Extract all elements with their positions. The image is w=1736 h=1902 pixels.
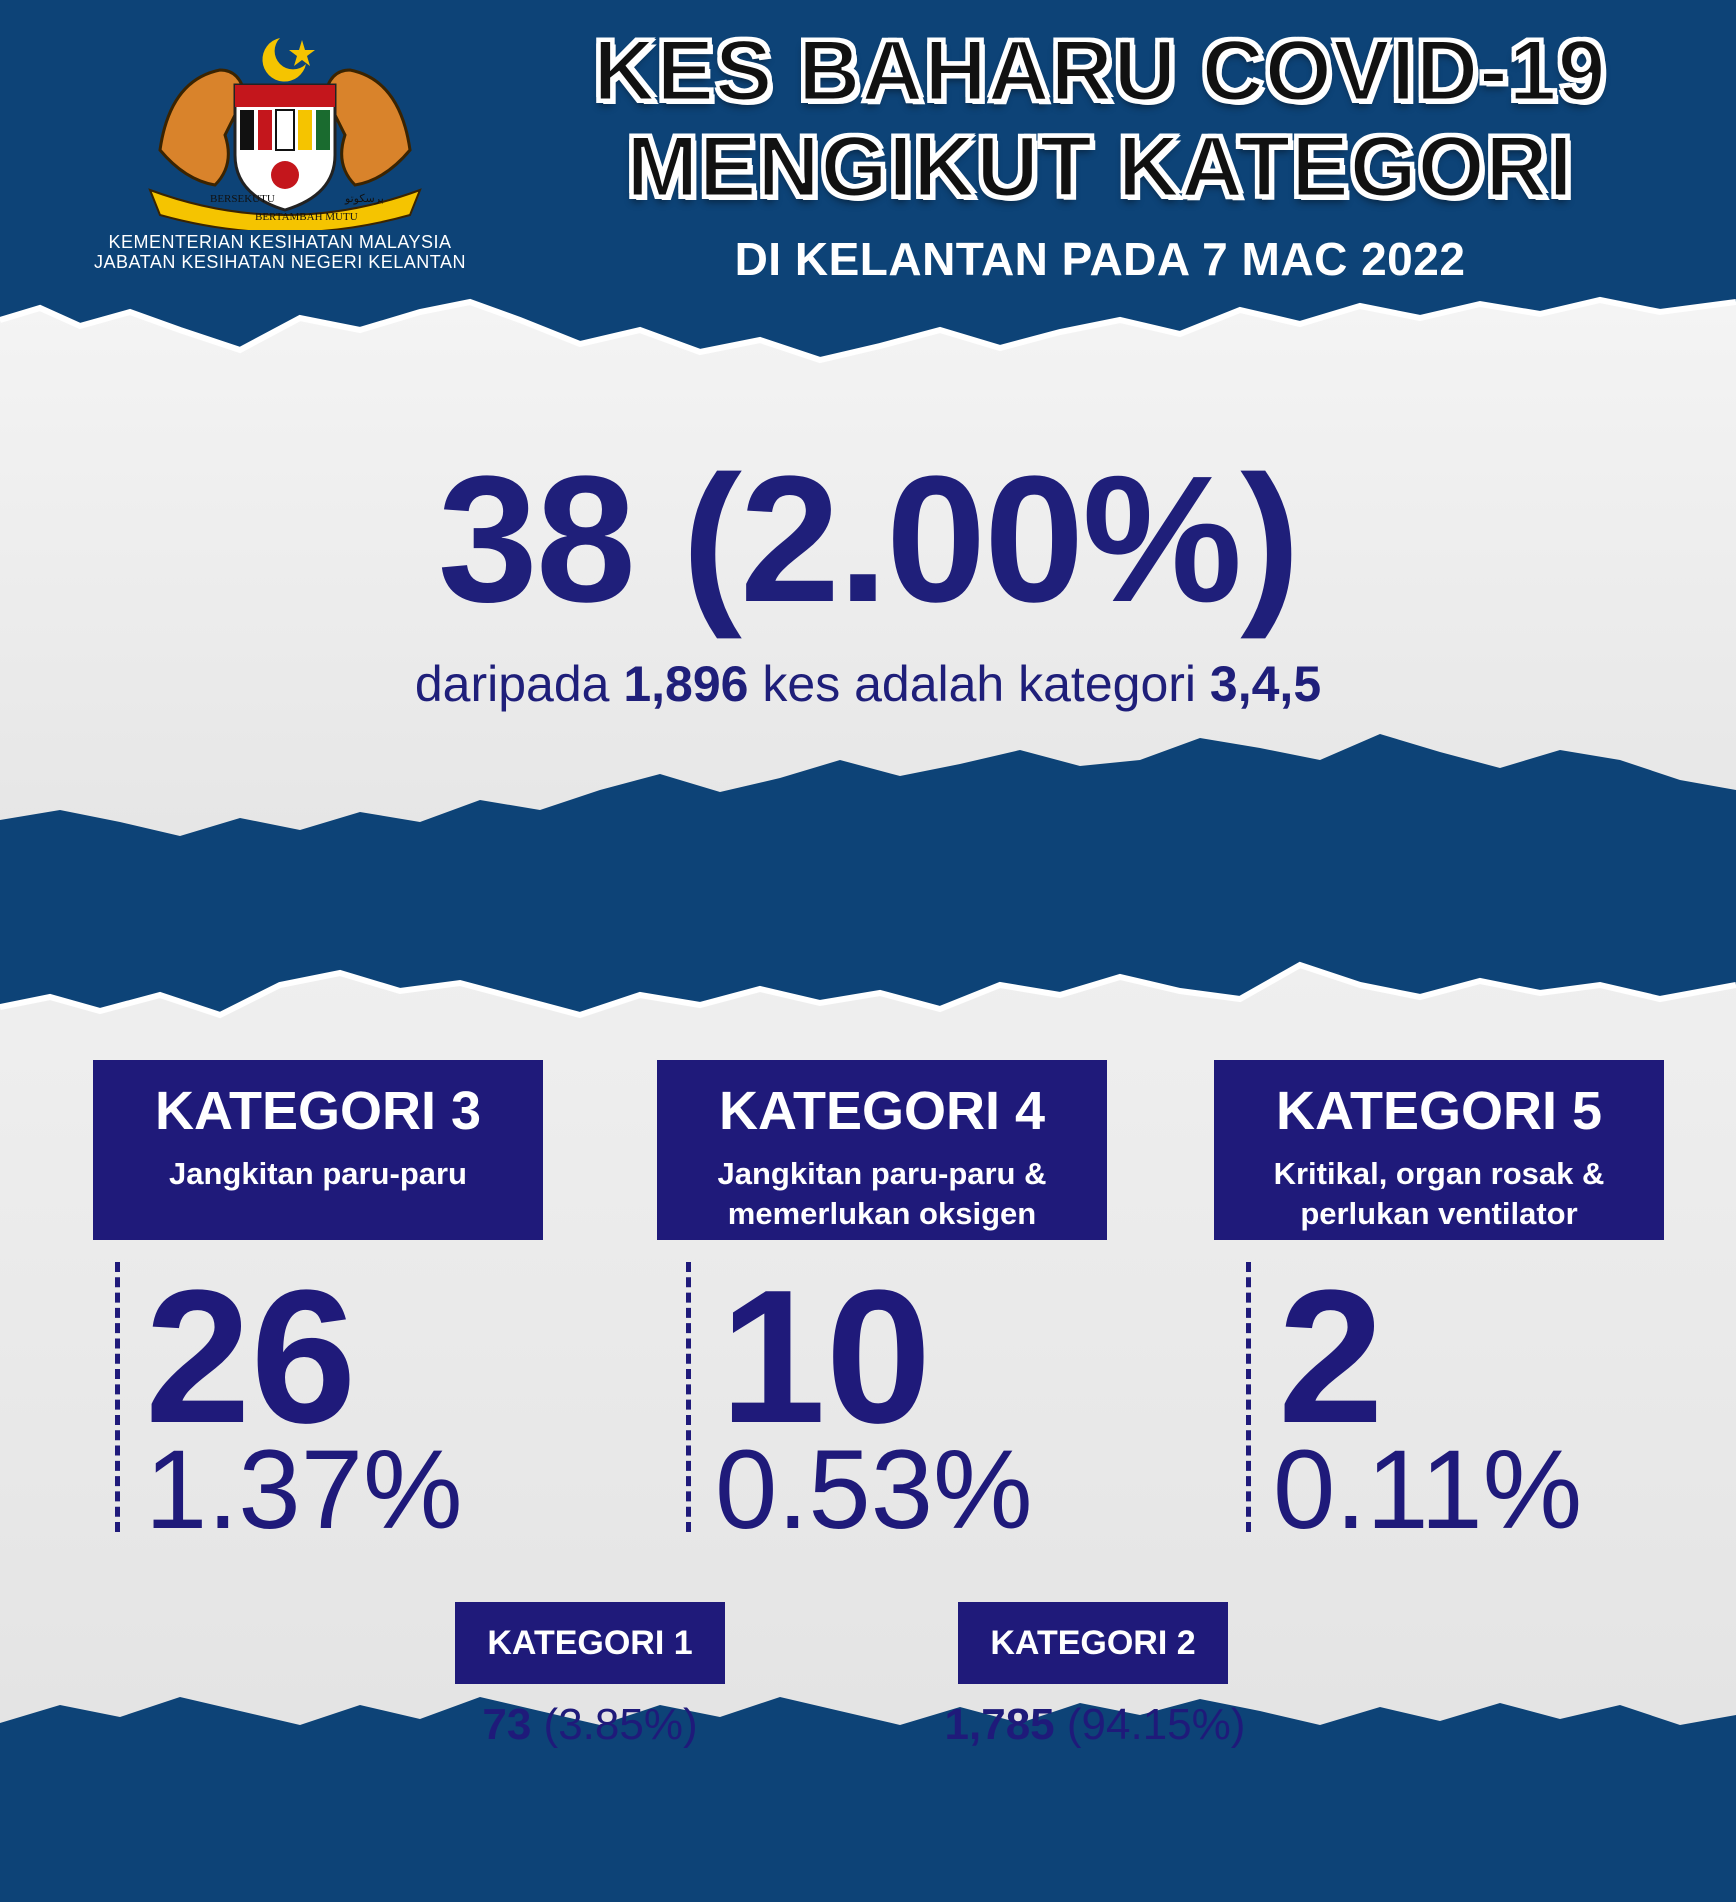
category-5-desc: Kritikal, organ rosak & perlukan ventilator [1273,1156,1605,1231]
svg-text:برسکوتو: برسکوتو [345,192,384,205]
category-1-value [420,1700,760,1750]
desc-categories: 3,4,5 [1209,656,1322,712]
category-2-value [880,1700,1310,1750]
page-title-line-2: MENGIKUT KATEGORI [626,119,1574,215]
page-subtitle: DI KELANTAN PADA 7 MAC 2022 [734,233,1466,285]
category-5-count: 2 [1278,1251,1384,1463]
svg-text:BERTAMBAH MUTU: BERTAMBAH MUTU [255,211,358,223]
star-icon [289,40,315,66]
category-3-title: KATEGORI 3 [154,1081,482,1141]
desc-middle: kes adalah kategori [762,656,1197,712]
category-1-count: 73 [482,1700,532,1749]
category-4-percent: 0.53% [715,1427,1033,1552]
category-4-desc: Jangkitan paru-paru & memerlukan oksigen [717,1156,1047,1231]
category-5-percent: 0.11% [1273,1427,1583,1552]
category-1-box: KATEGORI 1 [455,1602,725,1684]
category-2-box: KATEGORI 2 [958,1602,1228,1684]
page-title-line-1: KES BAHARU COVID-19 [593,23,1607,119]
category-3-count: 26 [145,1251,357,1463]
category-3-divider [115,1262,120,1532]
svg-text:BERSEKUTU: BERSEKUTU [210,193,275,205]
category-5-title: KATEGORI 5 [1275,1081,1603,1141]
category-3-percent: 1.37% [145,1427,463,1552]
ministry-line-2: JABATAN KESIHATAN NEGERI KELANTAN [94,252,466,272]
category-5-divider [1246,1262,1251,1532]
category-4-title: KATEGORI 4 [718,1081,1046,1141]
category-4-box [657,1060,1107,1240]
category-1-percent: (3.85%) [543,1700,698,1749]
desc-total: 1,896 [623,656,749,712]
tiger-left-icon [160,70,245,185]
ministry-line-1: KEMENTERIAN KESIHATAN MALAYSIA [108,232,452,252]
category-2-count: 1,785 [944,1700,1055,1749]
ministry-name [60,232,500,272]
coat-of-arms-logo [140,30,430,230]
category-4-divider [686,1262,691,1532]
category-3-desc: Jangkitan paru-paru [169,1156,467,1191]
tiger-right-icon [325,70,410,185]
desc-prefix: daripada [414,656,610,712]
headline-total-cat345: 38 (2.00%) [437,439,1299,640]
category-3-box [93,1060,543,1240]
category-4-count: 10 [720,1251,932,1463]
category-2-percent: (94.15%) [1066,1700,1246,1749]
category-5-box [1214,1060,1664,1240]
headline-description [0,654,1736,714]
